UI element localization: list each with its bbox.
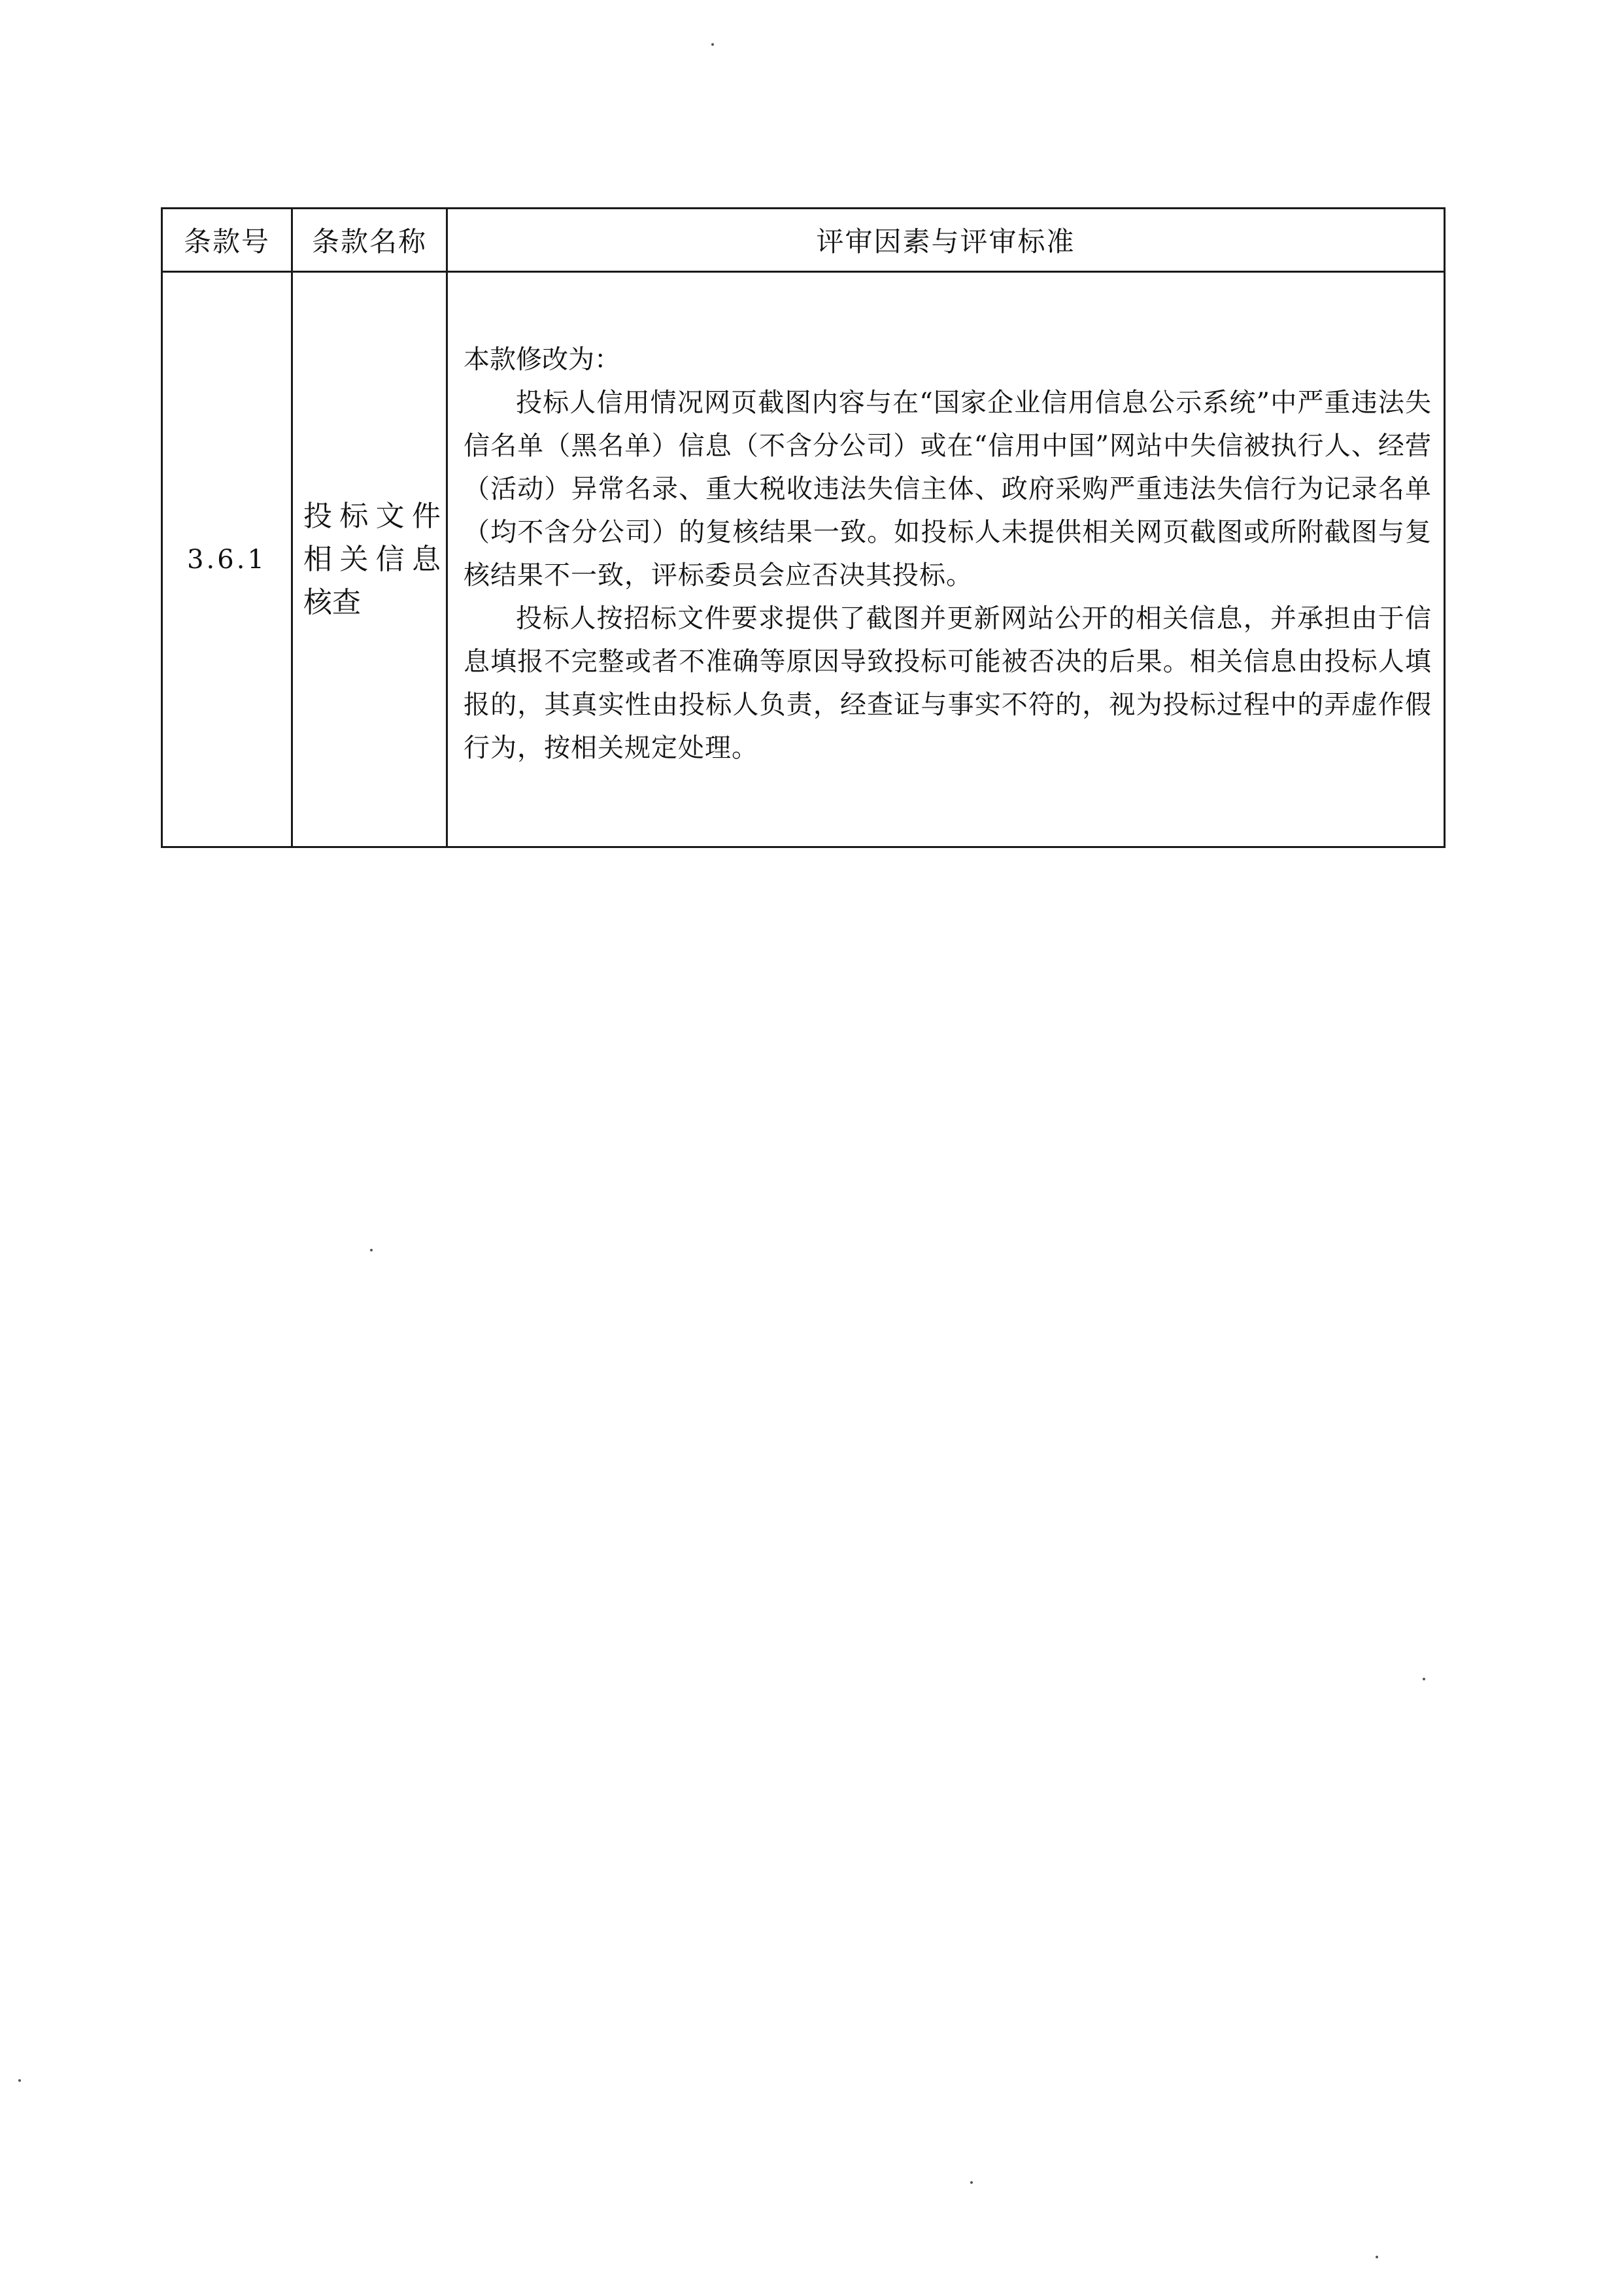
table-header-row xyxy=(162,209,1445,272)
header-clause-no: 条款号 xyxy=(162,209,292,272)
scan-speck xyxy=(18,2079,21,2082)
criteria-paragraph: 投标人按招标文件要求提供了截图并更新网站公开的相关信息，并承担由于信息填报不完整或者不准确等原因导致投标可能被否决的后果。相关信息由投标人填报的，其真实性由投标人负责，经查证与事实不符的，视为投标过程中的弄虚作假行为，按相关规定处理。 xyxy=(464,603,1432,763)
table-row xyxy=(162,272,1445,847)
scan-speck xyxy=(370,1249,373,1251)
clause-name-line: 核查 xyxy=(303,585,361,619)
clause-name-line: 投标文件 xyxy=(303,499,441,533)
scan-speck xyxy=(1376,2256,1378,2258)
header-criteria: 评审因素与评审标准 xyxy=(447,209,1445,272)
header-clause-name: 条款名称 xyxy=(292,209,447,272)
scan-speck xyxy=(711,43,714,46)
evaluation-criteria-table xyxy=(161,207,1446,848)
clause-name-line: 相关信息 xyxy=(303,542,441,576)
criteria-cell xyxy=(447,272,1445,847)
scan-speck xyxy=(1423,1678,1425,1680)
scan-speck xyxy=(970,2181,973,2184)
clause-name-cell xyxy=(292,272,447,847)
criteria-intro: 本款修改为： xyxy=(464,345,620,375)
criteria-paragraph: 投标人信用情况网页截图内容与在“国家企业信用信息公示系统”中严重违法失信名单（黑名单）信息（不含分公司）或在“信用中国”网站中失信被执行人、经营（活动）异常名录、重大税收违法失信主体、政府采购严重违法失信行为记录名单（均不含分公司）的复核结果一致。如投标人未提供相关网页截图或所附截图与复核结果不一致，评标委员会应否决其投标。 xyxy=(464,388,1432,590)
clause-no-cell: 3.6.1 xyxy=(162,272,292,847)
